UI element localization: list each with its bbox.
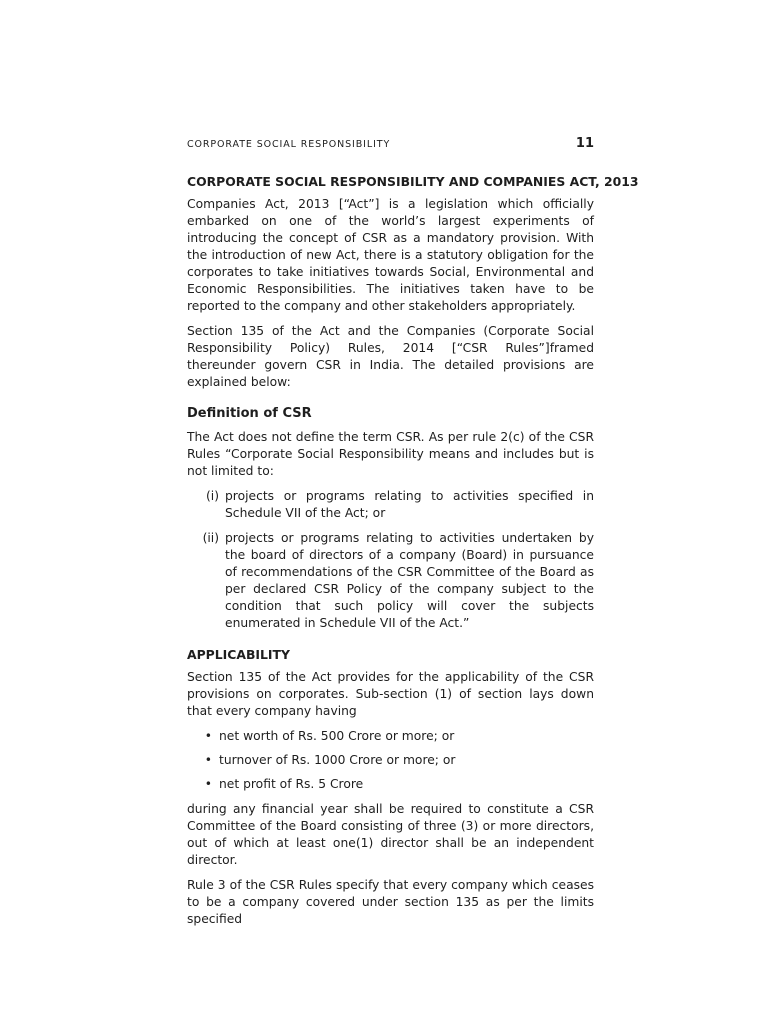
section-heading-csr-companies-act: CORPORATE SOCIAL RESPONSIBILITY AND COMPANIES ACT, 2013 [187, 174, 639, 189]
list-item-text: net worth of Rs. 500 Crore or more; or [219, 729, 455, 743]
document-page [187, 136, 639, 936]
page-number: 11 [575, 136, 594, 151]
paragraph-csr-committee: during any financial year shall be required to constitute a CSR Committee of the Board consisting of three (3) or more directors, out of which at least one(1) director shall be an independent director. [187, 802, 594, 867]
list-item [187, 776, 594, 793]
paragraph-section-135: Section 135 of the Act and the Companies (Corporate Social Responsibility Policy) Rules, 2014 [“CSR Rules”]framed thereunder govern CSR in India. The detailed provisions are explained below: [187, 324, 594, 389]
running-head-title: CORPORATE SOCIAL RESPONSIBILITY [187, 139, 391, 150]
bullet-icon: • [204, 777, 212, 791]
paragraph-companies-act-intro: Companies Act, 2013 [“Act”] is a legislation which officially embarked on one of the world’s largest experiments of introducing the concept of CSR as a mandatory provision. With the introduction of new Act, there is a statutory obligation for the corporates to take initiatives towards Social, Environmental and Economic Responsibilities. The initiatives taken have to be reported to the company and other stakeholders appropriately. [187, 197, 594, 313]
paragraph-applicability-intro: Section 135 of the Act provides for the applicability of the CSR provisions on corporates. Sub-section (1) of section lays down that every company having [187, 670, 594, 718]
list-item-text: projects or programs relating to activities undertaken by the board of directors of a company (Board) in pursuance of recommendations of the CSR Committee of the Board as per declared CSR Policy of the company subject to the condition that such policy will cover the subjects enumerated in Schedule VII of the Act.” [225, 531, 594, 630]
subheading-definition-of-csr: Definition of CSR [187, 406, 312, 421]
list-item [187, 530, 594, 632]
bullet-icon: • [204, 753, 212, 767]
list-item [187, 488, 594, 522]
bullet-icon: • [204, 729, 212, 743]
applicability-bullets [187, 728, 594, 793]
paragraph-definition-intro: The Act does not define the term CSR. As per rule 2(c) of the CSR Rules “Corporate Social Responsibility means and includes but is not limited to: [187, 430, 594, 478]
running-head [187, 136, 594, 151]
list-marker: (ii) [202, 531, 219, 545]
list-item [187, 728, 594, 745]
list-item-text: turnover of Rs. 1000 Crore or more; or [219, 753, 456, 767]
section-heading-applicability: APPLICABILITY [187, 647, 290, 662]
list-item [187, 752, 594, 769]
list-item-text: net profit of Rs. 5 Crore [219, 777, 364, 791]
list-marker: (i) [205, 489, 219, 503]
list-item-text: projects or programs relating to activities specified in Schedule VII of the Act; or [225, 489, 594, 520]
paragraph-rule-3: Rule 3 of the CSR Rules specify that every company which ceases to be a company covered under section 135 as per the limits specified [187, 878, 594, 926]
definition-list [187, 488, 594, 632]
